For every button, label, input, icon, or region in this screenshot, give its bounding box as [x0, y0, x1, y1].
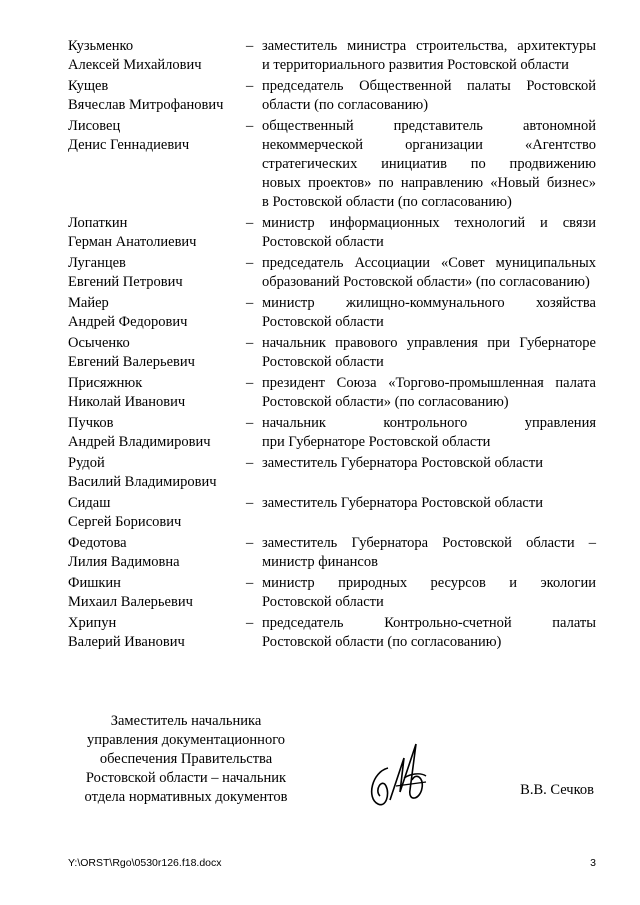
member-position-line: министр жилищно-коммунального хозяйства	[262, 295, 596, 311]
member-position	[262, 614, 596, 652]
member-position-line: начальник контрольного управления	[262, 415, 596, 431]
member-name	[68, 117, 246, 212]
member-name	[68, 334, 246, 372]
member-row	[68, 77, 596, 115]
footer-file-path: Y:\ORST\Rgo\0530r126.f18.docx	[68, 857, 222, 869]
member-dash: –	[246, 615, 254, 631]
member-dash: –	[246, 78, 254, 94]
member-position	[262, 534, 596, 572]
member-position-line: председатель Контрольно-счетной палаты	[262, 615, 596, 631]
member-position-line: при Губернаторе Ростовской области	[262, 434, 491, 450]
member-position-line: министр природных ресурсов и экологии	[262, 575, 596, 591]
member-given-names: Михаил Валерьевич	[68, 594, 193, 610]
member-position-line: заместитель министра строительства, архитектуры	[262, 38, 596, 54]
member-position	[262, 574, 596, 612]
member-position-line: стратегических инициатив по продвижению	[262, 156, 596, 172]
member-name	[68, 254, 246, 292]
member-dash: –	[246, 575, 254, 591]
member-position-line: заместитель Губернатора Ростовской области –	[262, 535, 596, 551]
member-dash: –	[246, 455, 254, 471]
member-row	[68, 534, 596, 572]
member-surname: Рудой	[68, 455, 105, 471]
member-dash: –	[246, 335, 254, 351]
member-position-line: новых проектов» по направлению «Новый бизнес»	[262, 175, 596, 191]
member-row	[68, 494, 596, 532]
member-given-names: Герман Анатолиевич	[68, 234, 197, 250]
member-row	[68, 454, 596, 492]
member-given-names: Лилия Вадимовна	[68, 554, 180, 570]
member-name	[68, 414, 246, 452]
member-row	[68, 294, 596, 332]
member-row	[68, 574, 596, 612]
member-surname: Сидаш	[68, 495, 111, 511]
member-surname: Осыченко	[68, 335, 130, 351]
member-position	[262, 77, 596, 115]
member-position	[262, 294, 596, 332]
member-position	[262, 214, 596, 252]
member-dash: –	[246, 415, 254, 431]
member-position-line: заместитель Губернатора Ростовской области	[262, 495, 543, 511]
member-position	[262, 254, 596, 292]
member-given-names: Николай Иванович	[68, 394, 186, 410]
member-given-names: Сергей Борисович	[68, 514, 182, 530]
member-position	[262, 37, 596, 75]
signatory-name: В.В. Сечков	[520, 782, 594, 798]
member-position	[262, 117, 596, 212]
member-position-line: общественный представитель автономной	[262, 118, 596, 134]
member-given-names: Валерий Иванович	[68, 634, 185, 650]
member-name	[68, 214, 246, 252]
member-given-names: Василий Владимирович	[68, 474, 217, 490]
member-row	[68, 37, 596, 75]
member-position	[262, 374, 596, 412]
member-name	[68, 574, 246, 612]
member-surname: Майер	[68, 295, 109, 311]
member-surname: Присяжнюк	[68, 375, 143, 391]
member-given-names: Андрей Федорович	[68, 314, 188, 330]
members-list	[68, 37, 596, 654]
member-surname: Кузьменко	[68, 38, 134, 54]
member-surname: Пучков	[68, 415, 114, 431]
member-dash: –	[246, 295, 254, 311]
member-position-line: Ростовской области	[262, 594, 384, 610]
member-position-line: министр финансов	[262, 554, 378, 570]
member-row	[68, 334, 596, 372]
member-position	[262, 414, 596, 452]
member-position-line: начальник правового управления при Губернаторе	[262, 335, 596, 351]
member-row	[68, 117, 596, 212]
member-name	[68, 534, 246, 572]
member-dash: –	[246, 375, 254, 391]
member-position-line: Ростовской области	[262, 234, 384, 250]
member-surname: Хрипун	[68, 615, 117, 631]
signatory-position-line: отдела нормативных документов	[84, 789, 288, 805]
member-position-line: президент Союза «Торгово-промышленная палата	[262, 375, 596, 391]
signatory-position-line: Ростовской области – начальник	[85, 770, 287, 786]
member-dash: –	[246, 38, 254, 54]
member-position-line: образований Ростовской области» (по согласованию)	[262, 274, 590, 290]
member-name	[68, 37, 246, 75]
member-row	[68, 254, 596, 292]
member-dash: –	[246, 535, 254, 551]
member-given-names: Евгений Петрович	[68, 274, 183, 290]
member-dash: –	[246, 495, 254, 511]
member-position-line: Ростовской области» (по согласованию)	[262, 394, 509, 410]
member-position	[262, 454, 596, 492]
member-position-line: и территориального развития Ростовской области	[262, 57, 569, 73]
member-name	[68, 374, 246, 412]
member-position-line: председатель Ассоциации «Совет муниципальных	[262, 255, 596, 271]
member-position-line: заместитель Губернатора Ростовской области	[262, 455, 543, 471]
member-name	[68, 454, 246, 492]
member-position	[262, 334, 596, 372]
member-surname: Кущев	[68, 78, 109, 94]
member-name	[68, 614, 246, 652]
member-position-line: Ростовской области	[262, 354, 384, 370]
member-row	[68, 614, 596, 652]
member-given-names: Алексей Михайлович	[68, 57, 202, 73]
member-given-names: Вячеслав Митрофанович	[68, 97, 224, 113]
member-surname: Лопаткин	[68, 215, 128, 231]
member-name	[68, 494, 246, 532]
member-surname: Луганцев	[68, 255, 126, 271]
signatory-position-line: обеспечения Правительства	[99, 751, 273, 767]
page-number: 3	[590, 857, 596, 869]
member-name	[68, 77, 246, 115]
member-position-line: министр информационных технологий и связи	[262, 215, 596, 231]
member-position-line: некоммерческой организации «Агентство	[262, 137, 596, 153]
member-name	[68, 294, 246, 332]
member-surname: Лисовец	[68, 118, 121, 134]
member-row	[68, 374, 596, 412]
member-given-names: Андрей Владимирович	[68, 434, 211, 450]
member-position-line: Ростовской области (по согласованию)	[262, 634, 502, 650]
member-given-names: Евгений Валерьевич	[68, 354, 195, 370]
signatory-position-line: управления документационного	[86, 732, 286, 748]
member-row	[68, 414, 596, 452]
member-position-line: Ростовской области	[262, 314, 384, 330]
member-surname: Фишкин	[68, 575, 121, 591]
handwritten-signature	[360, 738, 440, 818]
signatory-position	[68, 712, 304, 807]
signatory-position-line: Заместитель начальника	[110, 713, 262, 729]
member-row	[68, 214, 596, 252]
member-position-line: области (по согласованию)	[262, 97, 429, 113]
member-dash: –	[246, 255, 254, 271]
member-surname: Федотова	[68, 535, 127, 551]
member-position-line: председатель Общественной палаты Ростовской	[262, 78, 596, 94]
member-position-line: в Ростовской области (по согласованию)	[262, 194, 512, 210]
member-given-names: Денис Геннадиевич	[68, 137, 190, 153]
member-position	[262, 494, 596, 532]
member-dash: –	[246, 118, 254, 134]
member-dash: –	[246, 215, 254, 231]
